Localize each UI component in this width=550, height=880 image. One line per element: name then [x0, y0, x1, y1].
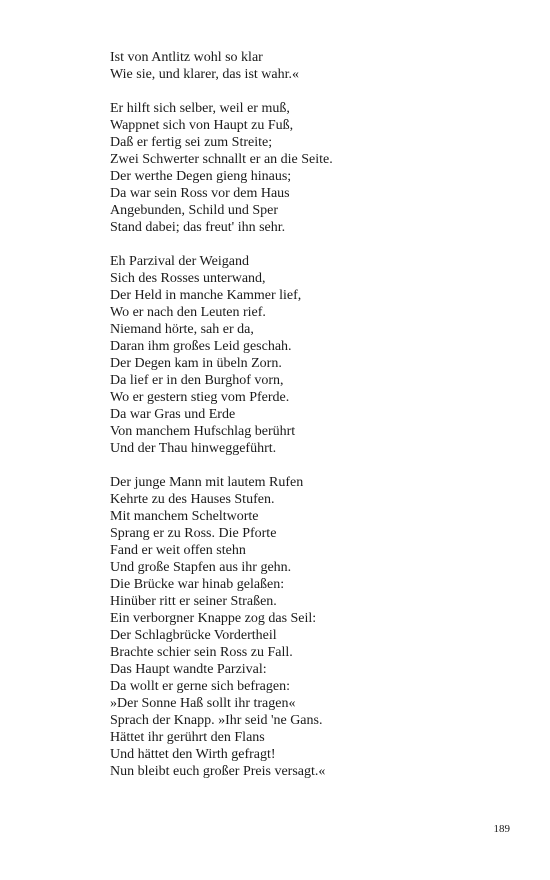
page-number: 189: [493, 823, 510, 835]
verse-line: Eh Parzival der Weigand: [110, 254, 249, 269]
verse-line: Sich des Rosses unterwand,: [110, 271, 266, 286]
verse-line: Daß er fertig sei zum Streite;: [110, 135, 273, 150]
verse-line: Von manchem Hufschlag berührt: [110, 424, 296, 439]
poem-text: [110, 49, 510, 797]
verse-line: Niemand hörte, sah er da,: [110, 322, 254, 337]
verse-line: Sprang er zu Ross. Die Pforte: [110, 526, 277, 541]
verse-line: Da wollt er gerne sich befragen:: [110, 679, 290, 694]
verse-line: Und große Stapfen aus ihr gehn.: [110, 560, 292, 575]
verse-line: Und der Thau hinweggeführt.: [110, 441, 277, 456]
verse-line: Der werthe Degen gieng hinaus;: [110, 169, 292, 184]
verse-line: Wo er gestern stieg vom Pferde.: [110, 390, 290, 405]
verse-line: »Der Sonne Haß sollt ihr tragen«: [110, 696, 296, 711]
verse-line: Mit manchem Scheltworte: [110, 509, 259, 524]
stanza: [110, 474, 510, 780]
verse-line: Und hättet den Wirth gefragt!: [110, 747, 276, 762]
verse-line: Der Schlagbrücke Vordertheil: [110, 628, 277, 643]
verse-line: Da lief er in den Burghof vorn,: [110, 373, 284, 388]
verse-line: Da war sein Ross vor dem Haus: [110, 186, 290, 201]
verse-line: Fand er weit offen stehn: [110, 543, 246, 558]
verse-line: Wie sie, und klarer, das ist wahr.«: [110, 67, 299, 82]
verse-line: Angebunden, Schild und Sper: [110, 203, 278, 218]
stanza: [110, 49, 510, 83]
verse-line: Wo er nach den Leuten rief.: [110, 305, 266, 320]
verse-line: Ein verborgner Knappe zog das Seil:: [110, 611, 317, 626]
verse-line: Nun bleibt euch großer Preis versagt.«: [110, 764, 326, 779]
verse-line: Daran ihm großes Leid geschah.: [110, 339, 292, 354]
verse-line: Wappnet sich von Haupt zu Fuß,: [110, 118, 294, 133]
verse-line: Stand dabei; das freut' ihn sehr.: [110, 220, 286, 235]
verse-line: Das Haupt wandte Parzival:: [110, 662, 267, 677]
verse-line: Sprach der Knapp. »Ihr seid 'ne Gans.: [110, 713, 323, 728]
verse-line: Der junge Mann mit lautem Rufen: [110, 475, 304, 490]
verse-line: Er hilft sich selber, weil er muß,: [110, 101, 290, 116]
stanza: [110, 253, 510, 457]
verse-line: Zwei Schwerter schnallt er an die Seite.: [110, 152, 333, 167]
verse-line: Kehrte zu des Hauses Stufen.: [110, 492, 275, 507]
verse-line: Die Brücke war hinab gelaßen:: [110, 577, 285, 592]
verse-line: Der Held in manche Kammer lief,: [110, 288, 302, 303]
verse-line: Da war Gras und Erde: [110, 407, 236, 422]
verse-line: Der Degen kam in übeln Zorn.: [110, 356, 282, 371]
verse-line: Brachte schier sein Ross zu Fall.: [110, 645, 293, 660]
verse-line: Hättet ihr gerührt den Flans: [110, 730, 265, 745]
stanza: [110, 100, 510, 236]
verse-line: Ist von Antlitz wohl so klar: [110, 50, 263, 65]
verse-line: Hinüber ritt er seiner Straßen.: [110, 594, 277, 609]
